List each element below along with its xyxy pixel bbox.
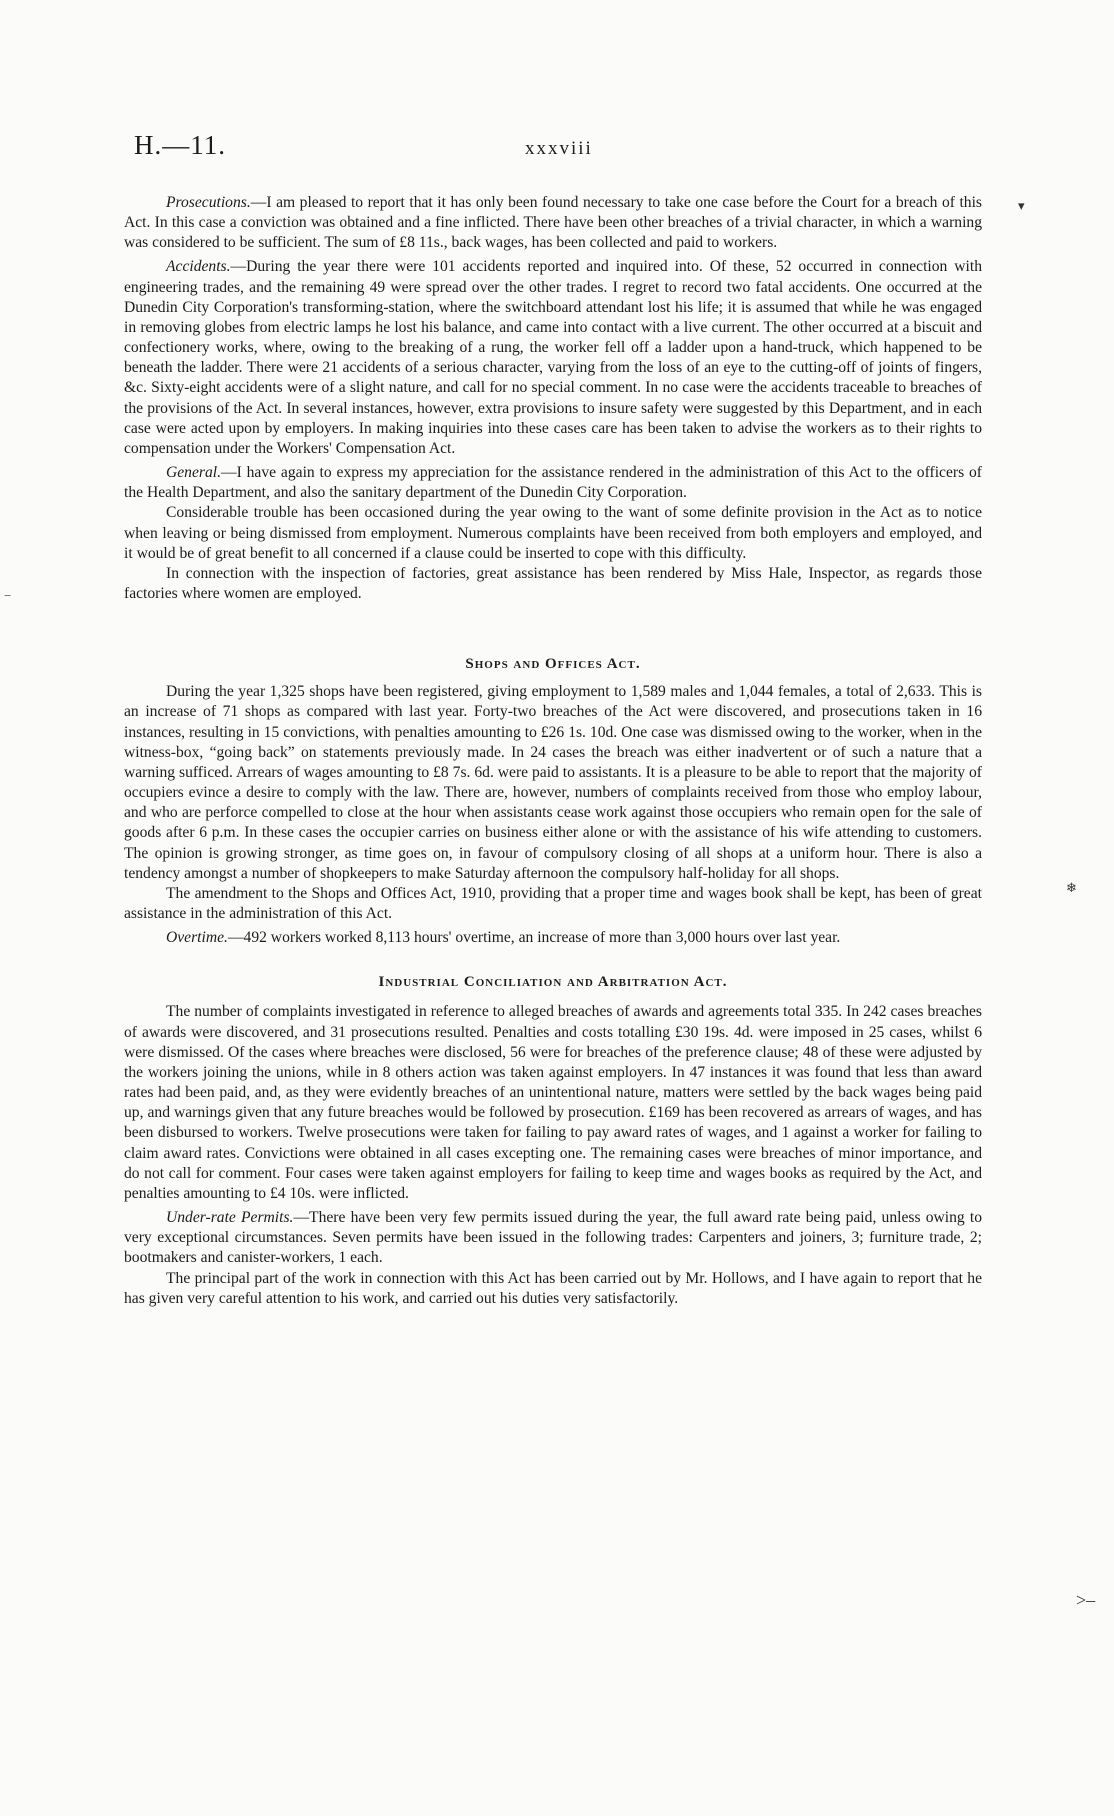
page-number: xxxviii <box>525 138 593 159</box>
scan-mark: >– <box>1076 1590 1096 1610</box>
paragraph-lead: General. <box>166 464 221 482</box>
paragraph-text: —492 workers worked 8,113 hours' overtime, an increase of more than 3,000 hours over last year. <box>227 929 841 947</box>
paragraph-lead: Under-rate Permits. <box>166 1209 294 1227</box>
paragraph-lead: Prosecutions. <box>166 194 251 211</box>
paragraph-accidents <box>124 257 982 459</box>
paragraph-closing: The principal part of the work in connection with this Act has been carried out by Mr. Hollows, and I have again to report that he has given very careful attention to his work, and carried out his duties very satisfactorily. <box>124 1269 982 1307</box>
paragraph-text: —There have been very few permits issued during the year, the full award rate being paid, unless owing to very exceptional circumstances. Seven permits have been issued in the following trades: Carpenters and joiners, 3; furniture trade, 2; bootmakers and canister-workers, 1 each. <box>124 1209 982 1267</box>
paragraph: During the year 1,325 shops have been registered, giving employment to 1,589 males and 1,044 females, a total of 2,633. This is an increase of 71 shops as compared with last year. Forty-two breaches of the Act were discovered, and prosecutions taken in 16 instances, resulting in 15 convictions, with penalties amounting to £26 1s. 10d. One case was dismissed owing to the worker, when in the witness-box, “going back” on statements previously made. In 24 cases the breach was either inadvertent or of such a nature that a warning sufficed. Arrears of wages amounting to £8 7s. 6d. were paid to assistants. It is a pleasure to be able to report that the majority of occupiers evince a desire to comply with the law. There are, however, numbers of complaints received from those who employ labour, and who are perforce compelled to close at the hour when assistants cease work against those occupiers who remain open for the sale of goods after 6 p.m. In these cases the occupier carries on business either alone or with the assistance of his wife attending to customers. The opinion is growing stronger, as time goes on, in favour of compulsory closing of all shops at a uniform hour. There is also a tendency amongst a number of shopkeepers to make Saturday afternoon the compulsory half-holiday for all shops. <box>124 683 982 882</box>
paragraph-text: —I am pleased to report that it has only been found necessary to take one case before the Court for a breach of this Act. In this case a conviction was obtained and a fine inflicted. There have been other breaches of a trivial character, in which a warning was considered to be sufficient. The sum of £8 11s., back wages, has been collected and paid to workers. <box>124 194 982 252</box>
page-reference: H.—11. <box>134 130 226 160</box>
paragraph-general <box>124 463 982 503</box>
section-heading-shops: Shops and Offices Act. <box>465 656 641 673</box>
paragraph: The amendment to the Shops and Offices Act, 1910, providing that a proper time and wages book shall be kept, has been of great assistance in the administration of this Act. <box>124 884 982 922</box>
document-body <box>124 193 982 1309</box>
scan-mark: − <box>4 588 12 603</box>
scan-mark: ▾ <box>1018 198 1025 213</box>
paragraph-lead: Overtime. <box>166 929 228 947</box>
paragraph-overtime <box>124 928 982 948</box>
paragraph-permits <box>124 1208 982 1268</box>
paragraph: The number of complaints investigated in reference to alleged breaches of awards and agreements total 335. In 242 cases breaches of awards were discovered, and 31 prosecutions resulted. Penalties and costs totalling £30 19s. 4d. were imposed in 25 cases, whilst 6 were dismissed. Of the cases where breaches were disclosed, 56 were for breaches of the preference clause; 48 of these were adjusted by the workers joining the unions, while in 8 others action was taken against employers. In 47 instances it was found that less than award rates had been paid, and, as they were evidently breaches of an unintentional nature, matters were settled by the back wages being paid up, and warnings given that any future breaches would be followed by prosecution. £169 has been recovered as arrears of wages, and has been disbursed to workers. Twelve prosecutions were taken for failing to pay award rates of wages, and 1 against a worker for failing to claim award rates. Convictions were obtained in all cases excepting one. The remaining cases were breaches of minor importance, and do not call for comment. Four cases were taken against employers for failing to keep time and wages books as required by the Act, and penalties amounting to £4 10s. were inflicted. <box>124 1003 982 1202</box>
paragraph-lead: Accidents. <box>166 258 231 276</box>
paragraph: Considerable trouble has been occasioned during the year owing to the want of some definite provision in the Act as to notice when leaving or being dismissed from employment. Numerous complaints have been received from both employers and employed, and it would be of great benefit to all concerned if a clause could be inserted to cope with this difficulty. <box>124 504 982 562</box>
section-heading-ica: Industrial Conciliation and Arbitration Act. <box>378 974 728 991</box>
paragraph-text: —During the year there were 101 accidents reported and inquired into. Of these, 52 occurred in connection with engineering trades, and the remaining 49 were spread over the other trades. I regret to record two fatal accidents. One occurred at the Dunedin City Corporation's transforming-station, where the switchboard attendant lost his life; it is assumed that while he was engaged in removing globes from electric lamps he lost his balance, and came into contact with a live current. The other occurred at a biscuit and confectionery works, where, owing to the breaking of a rung, the worker fell off a ladder upon a hand-truck, which happened to be beneath the ladder. There were 21 accidents of a serious character, varying from the loss of an eye to the cutting-off of joints of fingers, &c. Sixty-eight accidents were of a slight nature, and call for no special comment. In no case were the accidents traceable to breaches of the provisions of the Act. In several instances, however, extra provisions to insure safety were suggested by this Department, and in each case were acted upon by employers. In making inquiries into these cases care has been taken to advise the workers as to their rights to compensation under the Workers' Compensation Act. <box>124 258 982 457</box>
paragraph-text: —I have again to express my appreciation for the assistance rendered in the administration of this Act to the officers of the Health Department, and also the sanitary department of the Dunedin City Corporation. <box>124 464 982 502</box>
paragraph-prosecutions <box>124 193 982 253</box>
paragraph: In connection with the inspection of factories, great assistance has been rendered by Miss Hale, Inspector, as regards those factories where women are employed. <box>124 564 982 602</box>
scan-mark: ❄ <box>1066 880 1077 895</box>
